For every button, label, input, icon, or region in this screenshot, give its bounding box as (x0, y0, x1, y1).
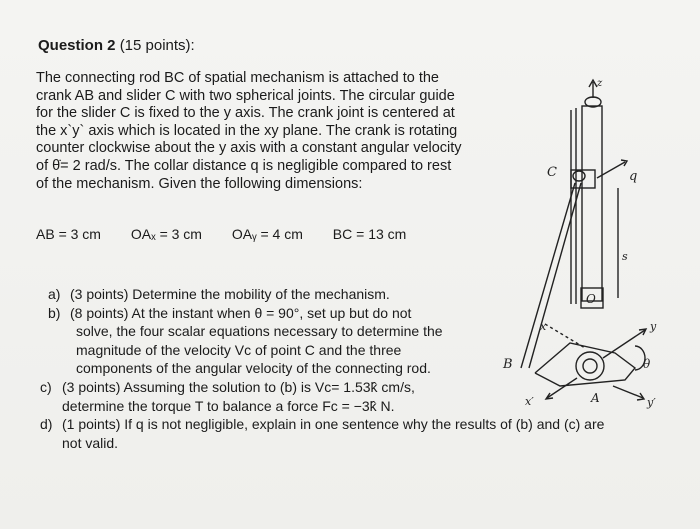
crank-hub (583, 359, 597, 373)
question-title (38, 37, 195, 54)
dim-oay: OAᵧ = 4 cm (231, 226, 303, 242)
dimensions (36, 226, 432, 242)
part-line: (3 points) Determine the mobility of the mechanism. (70, 286, 390, 302)
dim-ab: AB = 3 cm (36, 226, 101, 242)
statement-line: for the slider C is fixed to the y axis. The crank joint is centered at (36, 105, 455, 122)
y-axis (603, 330, 645, 358)
part-label: a) (48, 286, 61, 302)
part-label: b) (48, 304, 61, 321)
label-s: s (622, 250, 628, 263)
problem-statement (36, 70, 506, 193)
crank-disc (576, 352, 604, 380)
y-prime-axis (613, 386, 643, 398)
statement-line: crank AB and slider C with two spherical joints. The circular guide (36, 87, 455, 104)
q-dimension (597, 162, 625, 178)
part-line: (8 points) At the instant when θ = 90°, set up but do not (70, 304, 412, 321)
label-b: B (503, 357, 513, 372)
label-theta: θ (643, 357, 651, 371)
question-points: (15 points): (119, 37, 195, 54)
label-z: z (597, 78, 603, 89)
label-x: x (540, 320, 547, 333)
part-label: c) (40, 378, 52, 395)
part-line: not valid. (62, 434, 119, 451)
part-line: (1 points) If q is not negligible, explain in one sentence why the results of (b) and (c) are (62, 416, 605, 433)
part-line: solve, the four scalar equations necessary to determine the (76, 323, 443, 340)
statement-line: The connecting rod BC of spatial mechanism is attached to the (36, 70, 439, 86)
label-q: q (629, 169, 638, 184)
statement-line: the x`y` axis which is located in the xy plane. The crank is rotating (36, 122, 458, 139)
label-c: C (547, 165, 557, 180)
statement-line: counter clockwise about the y axis with a constant angular velocity (36, 140, 462, 157)
part-line: (3 points) Assuming the solution to (b) is Vc= 1.53k̂ cm/s, (62, 378, 415, 395)
guide-rod-front (582, 106, 602, 301)
dim-oax: OAₓ = 3 cm (130, 226, 202, 242)
label-y-prime: y′ (647, 396, 656, 409)
part-d (40, 415, 648, 452)
spherical-joint-c (573, 171, 585, 181)
label-y: y (650, 320, 657, 333)
part-line: magnitude of the velocity Vc of point C and the three (76, 341, 402, 358)
question-label: Question 2 (38, 37, 116, 54)
statement-line: of the mechanism. Given the following dimensions: (36, 175, 363, 192)
dim-bc: BC = 13 cm (332, 226, 407, 242)
statement-line: of θ̇= 2 rad/s. The collar distance q is negligible compared to rest (36, 157, 452, 174)
part-line: determine the torque T to balance a force Fc = −3k̂ N. (62, 397, 395, 414)
part-line: components of the angular velocity of the connecting rod. (76, 360, 431, 377)
label-o: O (586, 292, 596, 306)
rod-bc-left (521, 183, 575, 368)
label-a: A (591, 391, 600, 405)
part-label: d) (40, 416, 53, 433)
mechanism-figure (485, 68, 690, 413)
label-x-prime: x′ (525, 395, 534, 408)
